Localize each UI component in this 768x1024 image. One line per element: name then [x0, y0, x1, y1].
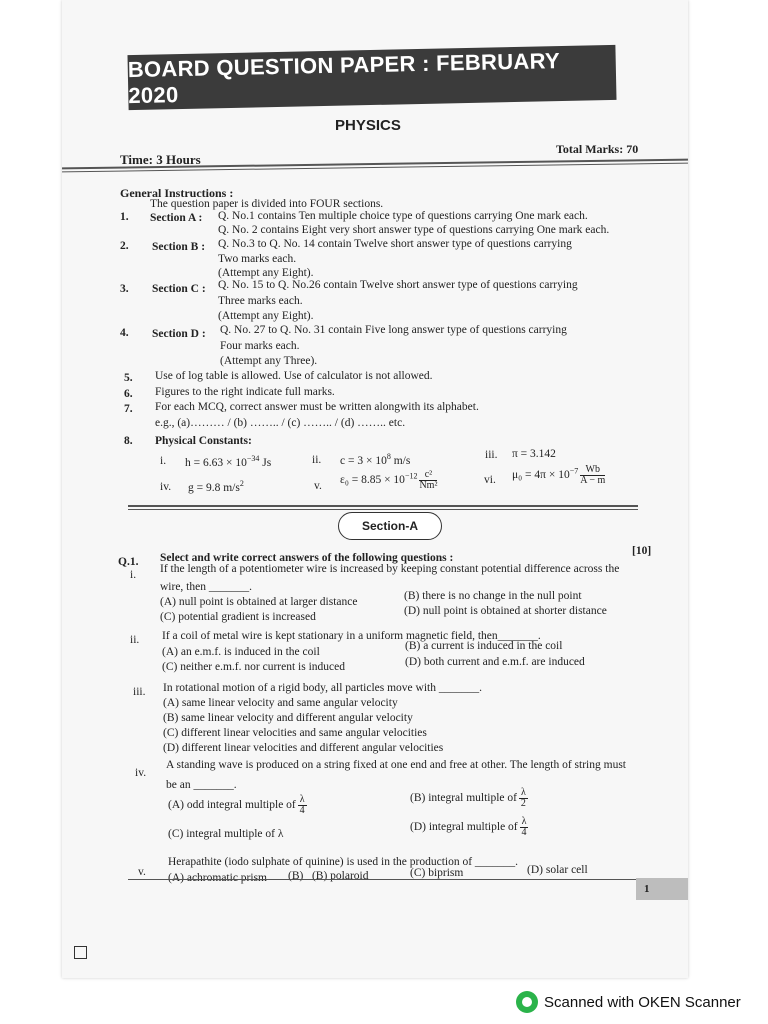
option-a: (A) achromatic prism [168, 872, 267, 884]
section-b-label: Section B : [152, 241, 206, 253]
option-b: (B) same linear velocity and different angular velocity [163, 712, 413, 724]
constant-index: vi. [484, 474, 496, 486]
section-d-line: Four marks each. [220, 340, 300, 352]
instruction-number: 3. [120, 283, 129, 295]
option-c: (C) neither e.m.f. nor current is induced [162, 661, 345, 673]
constant-index: i. [160, 455, 167, 467]
subquestion-number: iii. [133, 686, 146, 698]
subquestion-number: v. [138, 866, 146, 878]
constant-permeability: $\mu_0 = 4\pi \times 10^{-7}$ $\frac{Wb}{A - m}$ [512, 464, 606, 486]
subquestion-number: i. [130, 569, 137, 581]
section-d-line: (Attempt any Three). [220, 355, 318, 367]
constant-index: v. [314, 480, 322, 492]
constant-light-speed: $c = 3 \times 10^8$ m/s [340, 452, 411, 467]
option-c: (C) potential gradient is increased [160, 611, 316, 623]
section-a-line: Q. No.1 contains Ten multiple choice type of questions carrying One mark each. [218, 210, 588, 222]
section-d-label: Section D : [152, 328, 206, 340]
section-a-line: Q. No. 2 contains Eight very short answer type of questions carrying One mark each. [218, 224, 610, 236]
scanner-logo-icon [516, 991, 538, 1013]
instruction-number: 8. [124, 435, 133, 447]
option-c: (C) different linear velocities and same angular velocities [163, 727, 427, 739]
physical-constants-heading: Physical Constants: [155, 435, 252, 447]
instruction-number: 4. [120, 327, 129, 339]
instruction-5: Use of log table is allowed. Use of calculator is not allowed. [155, 370, 433, 382]
instructions-divider [128, 505, 638, 507]
instruction-7-example: e.g., (a)……… / (b) …….. / (c) …….. / (d) …….. etc. [155, 417, 406, 429]
option-d: (D) solar cell [527, 864, 588, 876]
option-b: (B) a current is induced in the coil [405, 640, 563, 652]
constant-index: iv. [160, 481, 172, 493]
question-marks: [10] [632, 545, 652, 557]
instructions-heading: General Instructions : [120, 186, 234, 200]
option-a: (A) same linear velocity and same angular velocity [163, 697, 398, 709]
scanner-watermark [516, 991, 741, 1013]
instruction-number: 2. [120, 240, 129, 252]
instruction-6: Figures to the right indicate full marks. [155, 386, 335, 398]
section-d-line: Q. No. 27 to Q. No. 31 contain Five long answer type of questions carrying [220, 324, 567, 336]
constant-planck: $h = 6.63 \times 10^{-34}$ Js [185, 454, 272, 469]
instructions-intro: The question paper is divided into FOUR sections. [150, 198, 384, 210]
instruction-number: 5. [124, 372, 133, 384]
constant-index: ii. [312, 454, 322, 466]
option-d: (D) null point is obtained at shorter distance [404, 605, 607, 617]
constant-index: iii. [485, 449, 498, 461]
instruction-number: 7. [124, 403, 133, 415]
instruction-number: 6. [124, 388, 133, 400]
section-b-line: Q. No.3 to Q. No. 14 contain Twelve short answer type of questions carrying [218, 238, 572, 250]
subquestion-text: If the length of a potentiometer wire is increased by keeping constant potential difference across the [160, 563, 620, 575]
section-b-line: (Attempt any Eight). [218, 267, 314, 279]
subquestion-text: If a coil of metal wire is kept stationary in a uniform magnetic field, then_______. [162, 630, 541, 642]
option-d: (D) different linear velocities and different angular velocities [163, 742, 444, 754]
section-b-line: Two marks each. [218, 253, 297, 265]
scanner-text: Scanned with OKEN Scanner [544, 993, 741, 1011]
section-a-title: Section-A [338, 512, 442, 540]
paper-title-banner: BOARD QUESTION PAPER : FEBRUARY 2020 [127, 45, 616, 110]
subquestion-number: ii. [130, 634, 140, 646]
option-b: (B) there is no change in the null point [404, 590, 582, 602]
subquestion-text: Herapathite (iodo sulphate of quinine) is used in the production of _______. [168, 856, 519, 868]
instruction-7: For each MCQ, correct answer must be written alongwith its alphabet. [155, 401, 479, 413]
checkbox-icon[interactable] [74, 946, 87, 959]
section-c-line: Q. No. 15 to Q. No.26 contain Twelve short answer type of questions carrying [218, 279, 578, 291]
instruction-number: 1. [120, 211, 129, 223]
subquestion-text: wire, then _______. [160, 581, 252, 593]
section-c-line: (Attempt any Eight). [218, 310, 314, 322]
section-c-label: Section C : [152, 283, 206, 295]
subquestion-text: In rotational motion of a rigid body, all particles move with _______. [163, 682, 482, 694]
option-c: (C) integral multiple of λ [168, 828, 284, 840]
section-c-line: Three marks each. [218, 295, 303, 307]
constant-gravity: g = 9.8 $m/s^2$ [188, 479, 244, 494]
subquestion-number: iv. [135, 767, 147, 779]
question-label: Q.1. [118, 556, 139, 568]
page-number: 1 [636, 878, 688, 900]
option-a: (A) an e.m.f. is induced in the coil [162, 646, 320, 658]
subject-title: PHYSICS [335, 117, 401, 134]
constant-permittivity: $\varepsilon_0 = 8.85 \times 10^{-12}$ $\frac{\text{c²}}{\text{Nm²}}$ [340, 469, 438, 491]
option-c: (C) biprism [410, 867, 464, 879]
option-d: (D) both current and e.m.f. are induced [405, 656, 585, 668]
subquestion-text: A standing wave is produced on a string fixed at one end and free at other. The length of string must [166, 759, 626, 771]
section-a-label: Section A : [150, 212, 203, 224]
time-label: Time: 3 Hours [120, 152, 201, 167]
option-b: (B) (B) polaroid [288, 870, 369, 882]
option-a: (A) null point is obtained at larger distance [160, 596, 358, 608]
instructions-divider-thin [128, 509, 638, 510]
option-d: (D) integral multiple of $\frac{\lambda}{4}$ [410, 816, 527, 838]
option-a: (A) odd integral multiple of $\frac{\lambda}{4}$ [168, 794, 305, 816]
question-text: Select and write correct answers of the following questions : [160, 552, 454, 564]
constant-pi: π = 3.142 [512, 448, 556, 460]
subquestion-text: be an _______. [166, 779, 237, 791]
total-marks-label: Total Marks: 70 [556, 142, 639, 156]
footer-divider [128, 879, 636, 880]
option-b: (B) integral multiple of $\frac{\lambda}{2}$ [410, 787, 526, 809]
